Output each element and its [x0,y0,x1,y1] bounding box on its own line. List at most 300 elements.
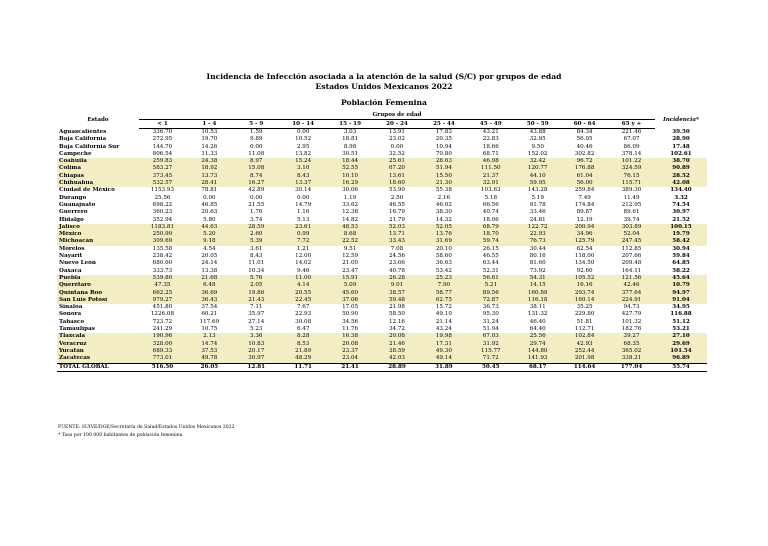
age-group-header-row [57,120,707,129]
rate-cell: 23.47 [342,267,359,274]
rate-cell: 35.25 [576,304,593,311]
state-name: Nuevo León [59,260,96,267]
rate-cell: 22.45 [280,297,327,304]
rate-cell: 252.44 [561,348,608,355]
rate-cell: 27.14 [248,318,265,325]
rate-cell: 11.01 [248,260,265,267]
state-name: Veracruz [57,341,139,348]
rate-cell: 84.34 [576,129,593,135]
rate-cell: 324.59 [608,165,655,172]
rate-cell: 8.98 [343,143,357,150]
rate-cell: 20.08 [374,333,421,340]
rate-cell: 51.94 [482,326,499,333]
rate-cell: 26.28 [374,275,421,282]
rate-cell: 241.29 [152,326,173,333]
rate-cell: 92.60 [576,267,593,274]
rate-cell: 212.95 [621,201,642,208]
incidence-cell: 59.84 [672,253,690,260]
rate-cell: 8.53 [280,341,327,348]
age-group-header: 45 - 49 [467,120,514,129]
rate-cell: 28.63 [420,158,467,165]
rate-cell: 8.43 [250,253,263,260]
rate-cell: 40.74 [482,209,499,216]
rate-cell: 10.52 [295,136,312,143]
rate-cell: 25.23 [420,275,467,282]
rate-cell: 3.61 [250,245,263,252]
table-row [57,297,707,304]
rate-cell: 48.53 [327,224,374,231]
rate-cell: 111.50 [467,165,514,172]
age-group-header: 15 - 19 [327,120,374,129]
rate-cell: 9.51 [343,245,357,252]
rate-cell: 1.19 [343,194,357,201]
rate-cell: 30.44 [529,245,546,252]
rate-cell: 9.50 [531,143,544,150]
rate-cell: 7.11 [250,304,263,311]
rate-cell: 96.72 [561,158,608,165]
rate-cell: 7.49 [578,194,591,201]
rate-cell: 36.43 [186,297,233,304]
rate-cell: 8.68 [327,231,374,238]
rate-cell: 30.06 [342,187,359,194]
table-row [57,217,707,224]
rate-cell: 16.27 [233,180,280,187]
state-name: Sonora [59,311,82,318]
table-row [57,311,707,318]
rate-cell: 59.74 [467,238,514,245]
rate-cell: 67.03 [467,333,514,340]
rate-cell: 32.91 [467,180,514,187]
rate-cell: 80.16 [529,253,546,260]
rate-cell: 6.48 [186,282,233,289]
incidence-cell: 51.12 [672,318,690,325]
rate-cell: 49.14 [420,355,467,363]
rate-cell: 698.22 [152,201,173,208]
incidence-cell: 42.08 [655,180,707,187]
state-name: Tabasco [59,318,85,325]
table-body [57,129,707,372]
rate-cell: 101.32 [621,318,642,325]
rate-cell: 13.82 [295,150,312,157]
incidence-header: Incidencia* [663,116,699,123]
rate-cell: 47.35 [139,282,186,289]
rate-cell: 34.56 [342,318,359,325]
report-subtitle-year: Estados Unidos Mexicanos 2022 [315,82,453,91]
rate-cell: 28.89 [374,363,421,371]
rate-cell: 190.96 [139,333,186,340]
rate-cell: 377.64 [608,290,655,297]
rate-cell: 11.00 [280,275,327,282]
rate-cell: 309.69 [139,238,186,245]
rate-cell: 32.52 [388,150,405,157]
rate-cell: 293.74 [561,290,608,297]
rate-cell: 52.31 [482,267,499,274]
incidence-cell: 74.54 [672,201,690,208]
rate-cell: 303.89 [608,224,655,231]
rate-cell: 21.43 [233,297,280,304]
rate-cell: 11.76 [342,326,359,333]
state-name: Baja California Sur [59,143,120,150]
rate-cell: 46.55 [388,201,405,208]
rate-cell: 23.02 [388,136,405,143]
rate-cell: 59.95 [514,180,561,187]
rate-cell: 37.53 [186,348,233,355]
age-group-header: 25 - 44 [420,120,467,129]
rate-cell: 121.56 [608,275,655,282]
rate-cell: 73.92 [529,267,546,274]
rate-cell: 68.35 [608,341,655,348]
rate-cell: 20.05 [201,253,218,260]
incidence-cell: 55.74 [655,363,707,371]
rate-cell: 56.61 [467,275,514,282]
rate-cell: 46.98 [467,158,514,165]
rate-cell: 10.94 [435,143,452,150]
table-row [57,333,707,340]
rate-cell: 49.10 [435,311,452,318]
rate-cell: 160.14 [561,297,608,304]
rate-cell: 979.27 [139,297,186,304]
rate-cell: 8.43 [280,173,327,180]
rate-cell: 23.66 [388,260,405,267]
rate-cell: 55.38 [435,187,452,194]
rate-cell: 336.70 [152,129,173,135]
rate-cell: 116.18 [514,297,561,304]
rate-cell: 21.79 [388,216,405,223]
rate-cell: 0.00 [390,143,404,150]
estado-header: Estado [87,116,109,123]
rate-cell: 38.30 [435,209,452,216]
rate-cell: 30.14 [295,187,312,194]
rate-cell: 0.00 [296,129,310,135]
rate-cell: 8.28 [280,333,327,340]
rate-cell: 5.20 [186,231,233,238]
rate-cell: 32.95 [529,136,546,143]
rate-cell: 360.23 [152,209,173,216]
rate-cell: 68.17 [514,363,561,371]
state-name: Guanajuato [59,201,96,208]
rate-cell: 43.21 [482,129,499,135]
rate-cell: 11.33 [201,150,218,157]
rate-cell: 14.32 [435,216,452,223]
rate-cell: 135.58 [152,245,173,252]
rate-cell: 51.81 [576,318,593,325]
rate-cell: 64.40 [529,326,546,333]
rate-cell: 15.50 [420,173,467,180]
rate-cell: 18.92 [186,165,233,172]
rate-cell: 164.11 [621,267,642,274]
table-row [57,246,707,253]
age-group-header: 10 - 14 [280,120,327,129]
rate-cell: 46.85 [201,201,218,208]
rate-cell: 52.05 [420,224,467,231]
rate-cell: 71.72 [467,355,514,363]
incidence-cell: 34.95 [672,304,690,311]
rate-cell: 21.30 [420,180,467,187]
rate-cell: 25.56 [154,194,171,201]
rate-cell: 60.21 [201,311,218,318]
table-row [57,238,707,245]
rate-cell: 76.15 [608,173,655,180]
population-label: Población Femenina [341,98,427,107]
rate-cell: 115.71 [608,180,655,187]
rate-cell: 21.37 [467,173,514,180]
state-name: Tlaxcala [57,333,139,340]
rate-cell: 12.00 [295,253,312,260]
rate-cell: 373.45 [139,173,186,180]
state-name: Colima [57,165,139,172]
footnote-source: FUENTE: SUIVE/DGE/Secretaría de Salud/Estados Unidos Mexicanos 2022 [58,425,235,430]
rate-cell: 59.48 [374,297,421,304]
rate-cell: 5.21 [467,282,514,289]
rate-cell: 40.46 [576,143,593,150]
rate-cell: 182.76 [621,326,642,333]
state-name: Yucatán [57,348,139,355]
rate-cell: 689.33 [139,348,186,355]
rate-cell: 229.80 [574,311,595,318]
incidence-cell: 101.54 [655,348,707,355]
rate-cell: 5.09 [327,282,374,289]
rate-cell: 21.41 [327,363,374,371]
rate-cell: 31.69 [420,238,467,245]
rate-cell: 15.72 [435,304,452,311]
incidence-cell: 30.94 [672,245,690,252]
rate-cell: 3.36 [233,333,280,340]
rate-cell: 680.60 [152,260,173,267]
table-row [57,136,707,143]
rate-cell: 427.79 [621,311,642,318]
rate-cell: 144.70 [152,143,173,150]
rate-cell: 70.80 [435,150,452,157]
rate-cell: 28.59 [233,224,280,231]
rate-cell: 224.91 [608,297,655,304]
age-group-header: 65 y + [608,120,655,129]
rate-cell: 102.84 [561,333,608,340]
rate-cell: 39.27 [608,333,655,340]
rate-cell: 352.94 [152,216,173,223]
table-row [57,275,707,282]
age-group-header: 50 - 59 [514,120,561,129]
table-row [57,129,707,137]
rate-cell: 12.81 [233,363,280,371]
rate-cell: 389.30 [621,187,642,194]
rate-cell: 21.00 [342,260,359,267]
rate-cell: 221.46 [621,129,642,135]
rate-cell: 0.99 [280,231,327,238]
rate-cell: 14.15 [514,282,561,289]
rate-cell: 31.24 [482,318,499,325]
rate-cell: 37.06 [327,297,374,304]
rate-cell: 1.16 [296,209,310,216]
rate-cell: 44.10 [514,173,561,180]
rate-cell: 328.00 [139,341,186,348]
rate-cell: 56.05 [576,136,593,143]
rate-cell: 8.74 [233,173,280,180]
rate-cell: 16.79 [388,209,405,216]
rate-cell: 30.08 [295,318,312,325]
state-name: Zacatecas [57,355,139,363]
state-name: Michoacán [57,238,139,245]
rate-cell: 112.85 [621,245,642,252]
state-name: Jalisco [57,224,139,231]
rate-cell: 33.43 [374,238,421,245]
rate-cell: 259.83 [139,158,186,165]
rate-cell: 250.99 [139,231,186,238]
table-row [57,268,707,275]
rate-cell: 42.89 [248,187,265,194]
rate-cell: 4.14 [280,282,327,289]
rate-cell: 176.88 [561,165,608,172]
rate-cell: 26.15 [482,245,499,252]
rate-cell: 112.71 [574,326,595,333]
rate-cell: 50.90 [342,311,359,318]
rate-cell: 15.08 [233,165,280,172]
rate-cell: 24.38 [186,158,233,165]
table-row [57,326,707,333]
rate-cell: 22.93 [295,311,312,318]
rate-cell: 141.93 [514,355,561,363]
rate-cell: 451.80 [152,304,173,311]
rate-cell: 125.79 [561,238,608,245]
rate-cell: 7.72 [280,238,327,245]
incidence-cell: 100.15 [655,224,707,231]
rate-cell: 18.70 [467,231,514,238]
rate-cell: 5.76 [233,275,280,282]
rate-cell: 18.44 [327,158,374,165]
rate-cell: 174.84 [574,201,595,208]
rate-cell: 10.53 [201,129,218,135]
table-row [57,224,707,231]
rate-cell: 5.18 [484,194,498,201]
rate-cell: 21.55 [248,201,265,208]
rate-cell: 143.28 [527,187,548,194]
rate-cell: 19.70 [201,136,218,143]
state-name: Campeche [59,150,92,157]
rate-cell: 19.98 [420,333,467,340]
rate-cell: 209.48 [621,260,642,267]
rate-cell: 177.04 [608,363,655,371]
rate-cell: 11.08 [248,150,265,157]
table-row [57,144,707,151]
incidence-cell: 91.04 [655,297,707,304]
state-name: Tamaulipas [59,326,95,333]
state-name: Oaxaca [59,267,82,274]
rate-cell: 42.93 [561,341,608,348]
rate-cell: 21.89 [280,348,327,355]
incidence-cell: 58.22 [672,267,690,274]
rate-cell: 272.95 [152,136,173,143]
rate-cell: 1226.08 [150,311,175,318]
rate-cell: 67.20 [374,165,421,172]
rate-cell: 20.63 [201,209,218,216]
state-name: Puebla [57,275,139,282]
rate-cell: 28.41 [186,180,233,187]
rate-cell: 5.13 [296,216,310,223]
incidence-cell: 28.52 [655,173,707,180]
rate-cell: 5.23 [250,326,263,333]
rate-cell: 1.76 [250,209,263,216]
age-group-header: < 1 [139,120,186,129]
incidence-cell: 64.85 [672,260,690,267]
rate-cell: 58.77 [420,290,467,297]
state-name: Durango [59,194,87,201]
rate-cell: 105.52 [561,275,608,282]
rate-cell: 40.78 [388,267,405,274]
incidence-cell: 27.10 [655,333,707,340]
state-name: Guerrero [59,209,88,216]
table-row [57,158,707,165]
rate-cell: 365.02 [608,348,655,355]
rate-cell: 160.89 [514,290,561,297]
rate-cell: 43.24 [435,326,452,333]
rate-cell: 3.03 [343,129,357,135]
rate-cell: 101.22 [608,158,655,165]
rate-cell: 94.73 [623,304,640,311]
rate-cell: 14.74 [186,341,233,348]
rate-cell: 14.26 [201,143,218,150]
incidence-cell: 21.52 [672,216,690,223]
rate-cell: 7.08 [390,245,404,252]
rate-cell: 26.05 [186,363,233,371]
rate-cell: 7.90 [420,282,467,289]
rate-cell: 12.38 [342,209,359,216]
rate-cell: 63.44 [482,260,499,267]
state-name: Chihuahua [57,180,139,187]
table-row [57,319,707,326]
rate-cell: 302.82 [574,150,595,157]
rate-cell: 9.46 [296,267,310,274]
rate-cell: 58.60 [435,253,452,260]
rate-cell: 2.95 [296,143,310,150]
rate-cell: 48.29 [280,355,327,363]
rate-cell: 13.73 [186,173,233,180]
rate-cell: 3.10 [280,165,327,172]
rate-cell: 17.05 [342,304,359,311]
rate-cell: 539.80 [139,275,186,282]
rate-cell: 53.42 [435,267,452,274]
rate-cell: 16.29 [327,180,374,187]
rate-cell: 62.75 [420,297,467,304]
rate-cell: 46.02 [435,201,452,208]
rate-cell: 89.87 [576,209,593,216]
rate-cell: 39.74 [623,216,640,223]
rate-cell: 9.89 [250,136,263,143]
rate-cell: 0.00 [250,194,263,201]
state-name: México [57,231,139,238]
rate-cell: 7.67 [296,304,310,311]
incidence-table [57,111,707,372]
rate-cell: 13.91 [388,129,405,135]
rate-cell: 20.55 [280,290,327,297]
incidence-cell: 29.69 [655,341,707,348]
rate-cell: 21.14 [435,318,452,325]
table-row [57,180,707,187]
rate-cell: 144.80 [514,348,561,355]
rate-cell: 33.46 [529,209,546,216]
rate-cell: 120.77 [514,165,561,172]
rate-cell: 36.69 [186,290,233,297]
rate-cell: 152.02 [527,150,548,157]
incidence-cell: 38.70 [655,158,707,165]
rate-cell: 16.16 [561,282,608,289]
rate-cell: 2.13 [186,333,233,340]
rate-cell: 0.00 [250,143,263,150]
rate-cell: 25.56 [514,333,561,340]
rate-cell: 117.69 [199,318,220,325]
state-name: Morelos [59,245,85,252]
table-row [57,348,707,355]
state-name: Sinaloa [59,304,83,311]
rate-cell: 238.42 [152,253,173,260]
